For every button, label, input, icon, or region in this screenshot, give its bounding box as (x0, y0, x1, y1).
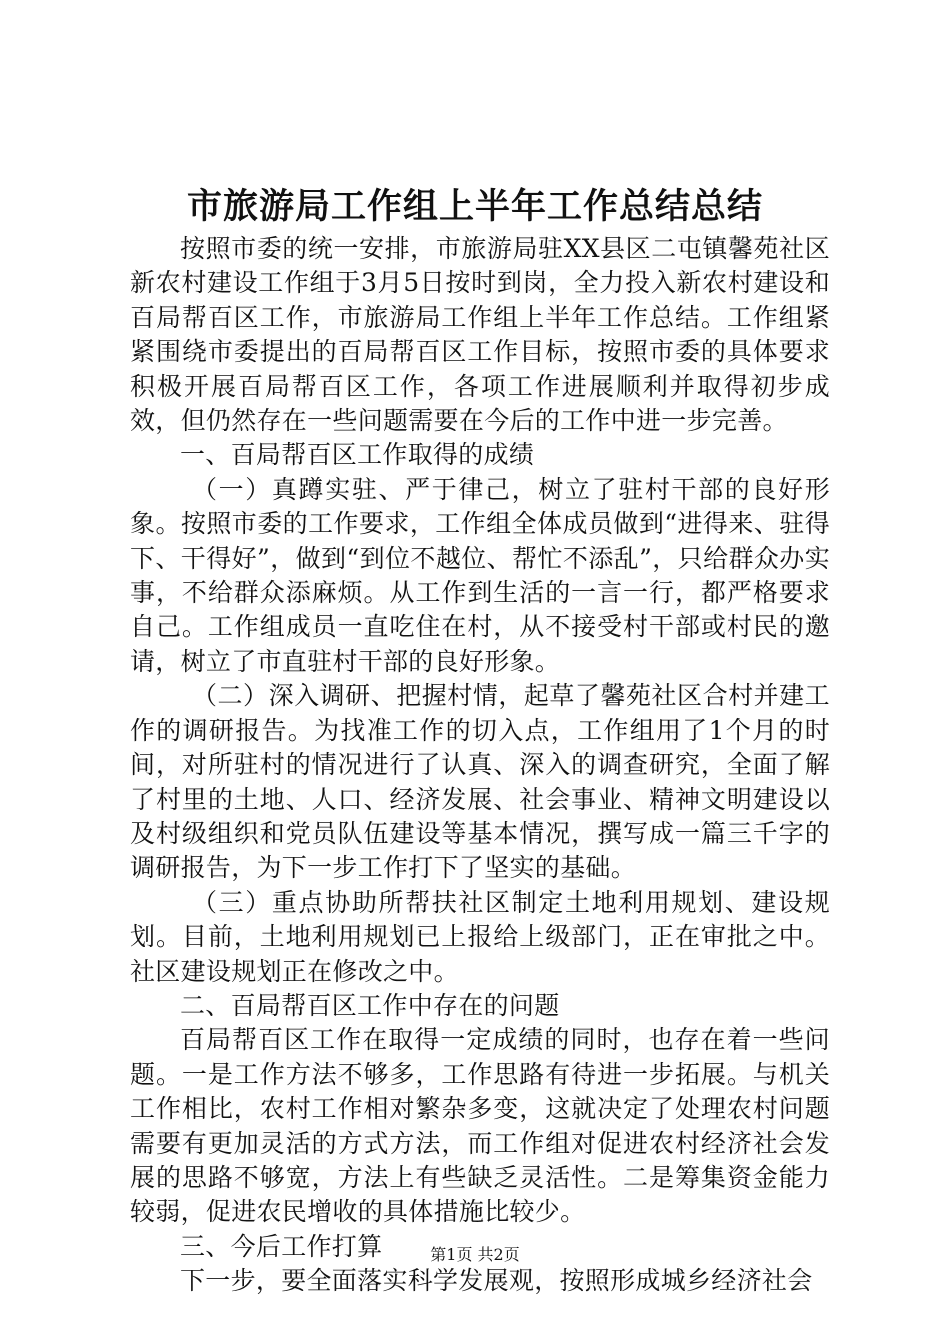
intro-paragraph: 按照市委的统一安排，市旅游局驻XX县区二屯镇馨苑社区新农村建设工作组于3月5日按时到岗，全力投入新农村建设和百局帮百区工作，市旅游局工作组上半年工作总结。工作组紧紧围绕市委提出的百局帮百区工作目标，按照市委的具体要求积极开展百局帮百区工作，各项工作进展顺利并取得初步成效，但仍然存在一些问题需要在今后的工作中进一步完善。 (130, 234, 830, 436)
section-heading-plans: 三、今后工作打算 (180, 1231, 383, 1261)
plans-paragraph: 下一步，要全面落实科学发展观，按照形成城乡经济社会 (180, 1266, 813, 1296)
achievement-paragraph-3: （三）重点协助所帮扶社区制定土地利用规划、建设规划。目前，土地利用规划已上报给上级部门，正在审批之中。社区建设规划正在修改之中。 (130, 887, 830, 986)
page-number-footer: 第1页 共2页 (430, 1245, 520, 1264)
document-body (130, 232, 830, 1299)
problems-paragraph: 百局帮百区工作在取得一定成绩的同时，也存在着一些问题。一是工作方法不够多，工作思路有待进一步拓展。与机关工作相比，农村工作相对繁杂多变，这就决定了处理农村问题需要有更加灵活的方式方法，而工作组对促进农村经济社会发展的思路不够宽，方法上有些缺乏灵活性。二是筹集资金能力较弱，促进农民增收的具体措施比较少。 (130, 1025, 830, 1227)
achievement-paragraph-1: （一）真蹲实驻、严于律己，树立了驻村干部的良好形象。按照市委的工作要求，工作组全体成员做到“进得来、驻得下、干得好”，做到“到位不越位、帮忙不添乱”，只给群众办实事，不给群众添麻烦。从工作到生活的一言一行，都严格要求自己。工作组成员一直吃住在村，从不接受村干部或村民的邀请，树立了市直驻村干部的良好形象。 (130, 474, 830, 676)
section-heading-achievements: 一、百局帮百区工作取得的成绩 (180, 440, 535, 470)
section-heading-problems: 二、百局帮百区工作中存在的问题 (180, 990, 560, 1020)
document-title: 市旅游局工作组上半年工作总结总结 (186, 186, 763, 227)
achievement-paragraph-2: （二）深入调研、把握村情，起草了馨苑社区合村并建工作的调研报告。为找准工作的切入点，工作组用了1个月的时间，对所驻村的情况进行了认真、深入的调查研究，全面了解了村里的土地、人口、经济发展、社会事业、精神文明建设以及村级组织和党员队伍建设等基本情况，撰写成一篇三千字的调研报告，为下一步工作打下了坚实的基础。 (130, 681, 830, 883)
